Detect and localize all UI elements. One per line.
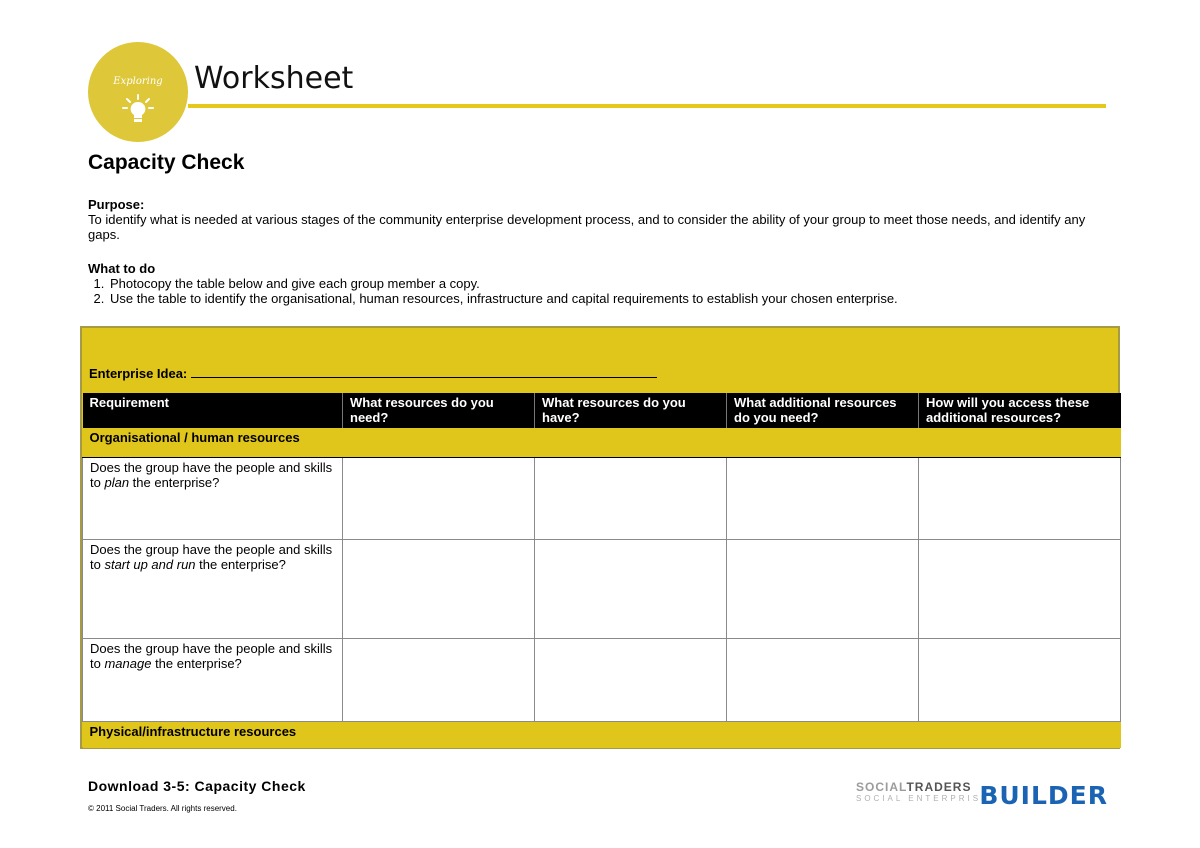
table-header-row [83, 393, 1121, 428]
answer-cell[interactable] [919, 639, 1121, 722]
requirement-emphasis: start up and run [104, 557, 196, 572]
badge-label: Exploring [113, 76, 163, 87]
lightbulb-icon [121, 94, 155, 124]
step-item: 2. Use the table to identify the organisational, human resources, infrastructure and capital requirements to establish your chosen enterprise. [108, 291, 1118, 306]
requirement-emphasis: plan [104, 475, 130, 490]
requirement-text: the enterprise? [129, 475, 220, 490]
table-row [83, 639, 1121, 722]
requirement-cell [83, 540, 343, 639]
answer-cell[interactable] [535, 639, 727, 722]
requirement-emphasis: manage [104, 656, 152, 671]
enterprise-idea-label: Enterprise Idea: [89, 366, 188, 381]
answer-cell[interactable] [343, 458, 535, 540]
exploring-badge [88, 42, 188, 142]
requirement-text: the enterprise? [195, 557, 286, 572]
section-header: Physical/infrastructure resources [83, 722, 1121, 749]
step-item: 1. Photocopy the table below and give each group member a copy. [108, 276, 1118, 291]
requirement-text: Does the group have the people and skills to [90, 460, 333, 490]
requirement-cell [83, 458, 343, 540]
requirement-cell [83, 639, 343, 722]
column-header: How will you access these additional resources? [919, 393, 1121, 428]
answer-cell[interactable] [919, 458, 1121, 540]
what-to-do-heading: What to do [88, 261, 156, 276]
answer-cell[interactable] [343, 540, 535, 639]
logo-wordmark [856, 780, 971, 794]
answer-cell[interactable] [919, 540, 1121, 639]
enterprise-idea-blank[interactable] [191, 365, 657, 378]
column-header: What resources do you need? [343, 393, 535, 428]
column-header: Requirement [83, 393, 343, 428]
table-row [83, 458, 1121, 540]
logo-traders: TRADERS [906, 780, 972, 794]
answer-cell[interactable] [535, 458, 727, 540]
purpose-heading: Purpose: [88, 197, 145, 212]
answer-cell[interactable] [535, 540, 727, 639]
answer-cell[interactable] [343, 639, 535, 722]
instructions [88, 197, 1118, 306]
steps-list [88, 276, 1118, 306]
footer-title: Download 3-5: Capacity Check [88, 778, 306, 794]
capacity-table [82, 393, 1121, 748]
answer-cell[interactable] [727, 458, 919, 540]
requirement-text: Does the group have the people and skills to [90, 641, 333, 671]
logo-social: SOCIAL [856, 780, 907, 794]
logo-builder: BUILDER [979, 781, 1108, 810]
capacity-table-panel [80, 326, 1120, 749]
section-header: Organisational / human resources [83, 428, 1121, 458]
purpose-text: To identify what is needed at various stages of the community enterprise development process, and to consider the ability of your group to meet those needs, and identify any gaps. [88, 212, 1086, 242]
requirement-text: the enterprise? [151, 656, 242, 671]
requirement-text: Does the group have the people and skills to [90, 542, 333, 572]
answer-cell[interactable] [727, 639, 919, 722]
answer-cell[interactable] [727, 540, 919, 639]
table-row [83, 540, 1121, 639]
copyright: © 2011 Social Traders. All rights reserved. [88, 804, 237, 813]
social-traders-builder-logo [856, 780, 1108, 808]
page-title: Capacity Check [88, 151, 245, 174]
worksheet-title: Worksheet [194, 61, 354, 96]
column-header: What additional resources do you need? [727, 393, 919, 428]
logo-subtitle: SOCIAL ENTERPRISE [856, 794, 990, 803]
column-header: What resources do you have? [535, 393, 727, 428]
enterprise-idea-field[interactable] [89, 365, 657, 381]
header-divider [188, 104, 1106, 108]
